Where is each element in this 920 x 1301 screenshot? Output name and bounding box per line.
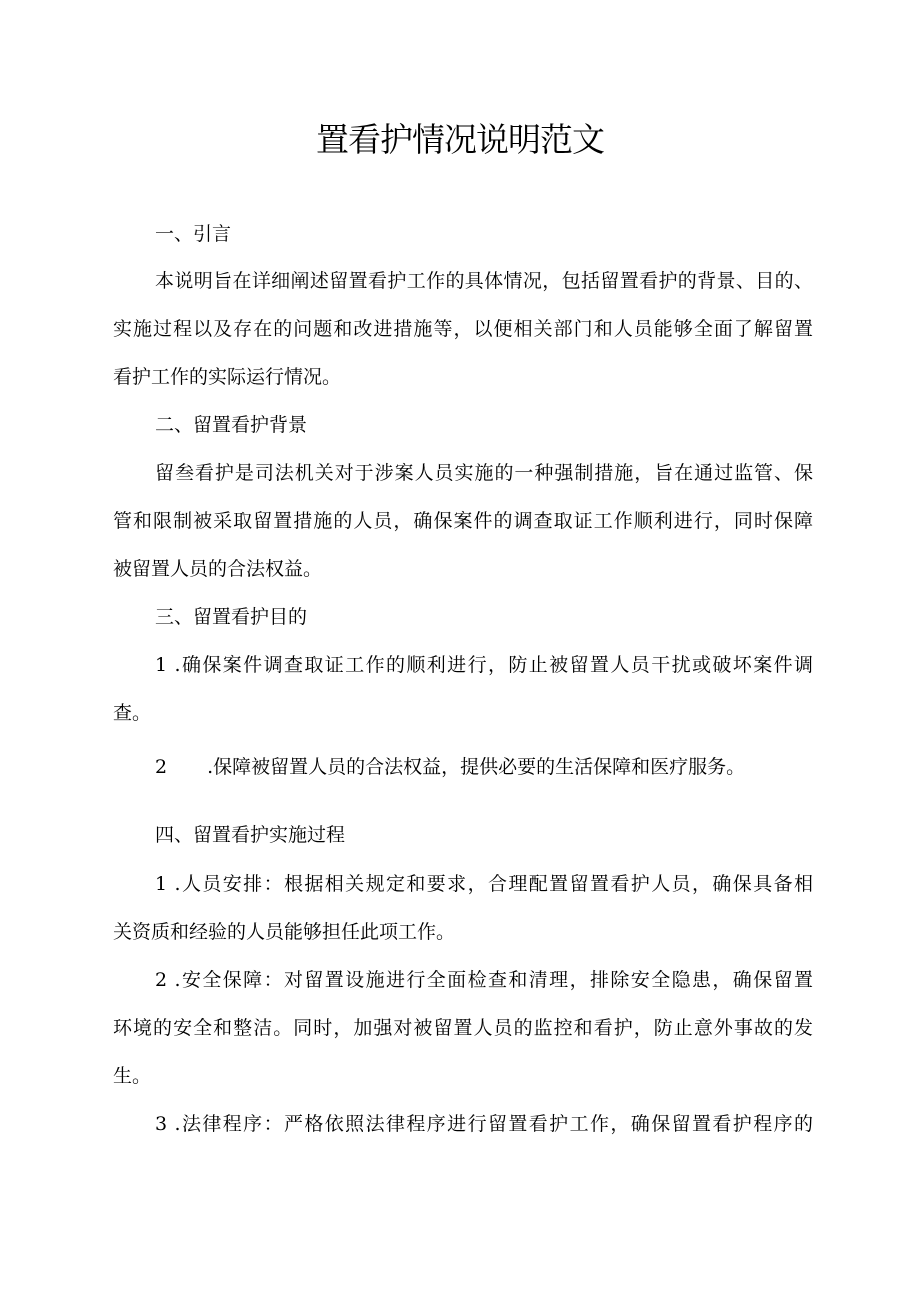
list-item-line xyxy=(155,752,855,782)
section-heading-introduction: 一、引言 xyxy=(155,223,232,245)
list-item-line: 3 .法律程序：严格依照法律程序进行留置看护工作，确保留置看护程序的 xyxy=(155,1113,813,1135)
list-item-line: 2 .安全保障：对留置设施进行全面检查和清理，排除安全隐患，确保留置 xyxy=(155,969,813,991)
paragraph-line: 留叁看护是司法机关对于涉案人员实施的一种强制措施，旨在通过监管、保 xyxy=(155,462,813,484)
paragraph-line: 看护工作的实际运行情况。 xyxy=(113,366,342,388)
document-title: 置看护情况说明范文 xyxy=(316,120,604,159)
paragraph-line: 实施过程以及存在的问题和改进措施等，以便相关部门和人员能够全面了解留置 xyxy=(113,318,813,340)
list-item-line: 查。 xyxy=(113,702,152,724)
list-number: 2 xyxy=(155,756,168,778)
list-item-line: 生。 xyxy=(113,1065,152,1087)
paragraph-line: 本说明旨在详细阐述留置看护工作的具体情况，包括留置看护的背景、目的、 xyxy=(155,270,813,292)
list-item-line: 环境的安全和整洁。同时，加强对被留置人员的监控和看护，防止意外事故的发 xyxy=(113,1017,813,1039)
paragraph-line: 被留置人员的合法权益。 xyxy=(113,558,323,580)
list-item-line: 1 .确保案件调查取证工作的顺利进行，防止被留置人员干扰或破坏案件调 xyxy=(155,654,813,676)
section-heading-process: 四、留置看护实施过程 xyxy=(155,824,346,846)
list-item-text: .保障被留置人员的合法权益，提供必要的生活保障和医疗服务。 xyxy=(207,756,746,778)
section-heading-background: 二、留置看护背景 xyxy=(155,414,308,436)
paragraph-line: 管和限制被采取留置措施的人员，确保案件的调查取证工作顺利进行，同时保障 xyxy=(113,510,813,532)
list-item-line: 关资质和经验的人员能够担任此项工作。 xyxy=(113,921,456,943)
section-heading-purpose: 三、留置看护目的 xyxy=(155,606,308,628)
list-item-line: 1 .人员安排：根据相关规定和要求，合理配置留置看护人员，确保具备相 xyxy=(155,873,813,895)
